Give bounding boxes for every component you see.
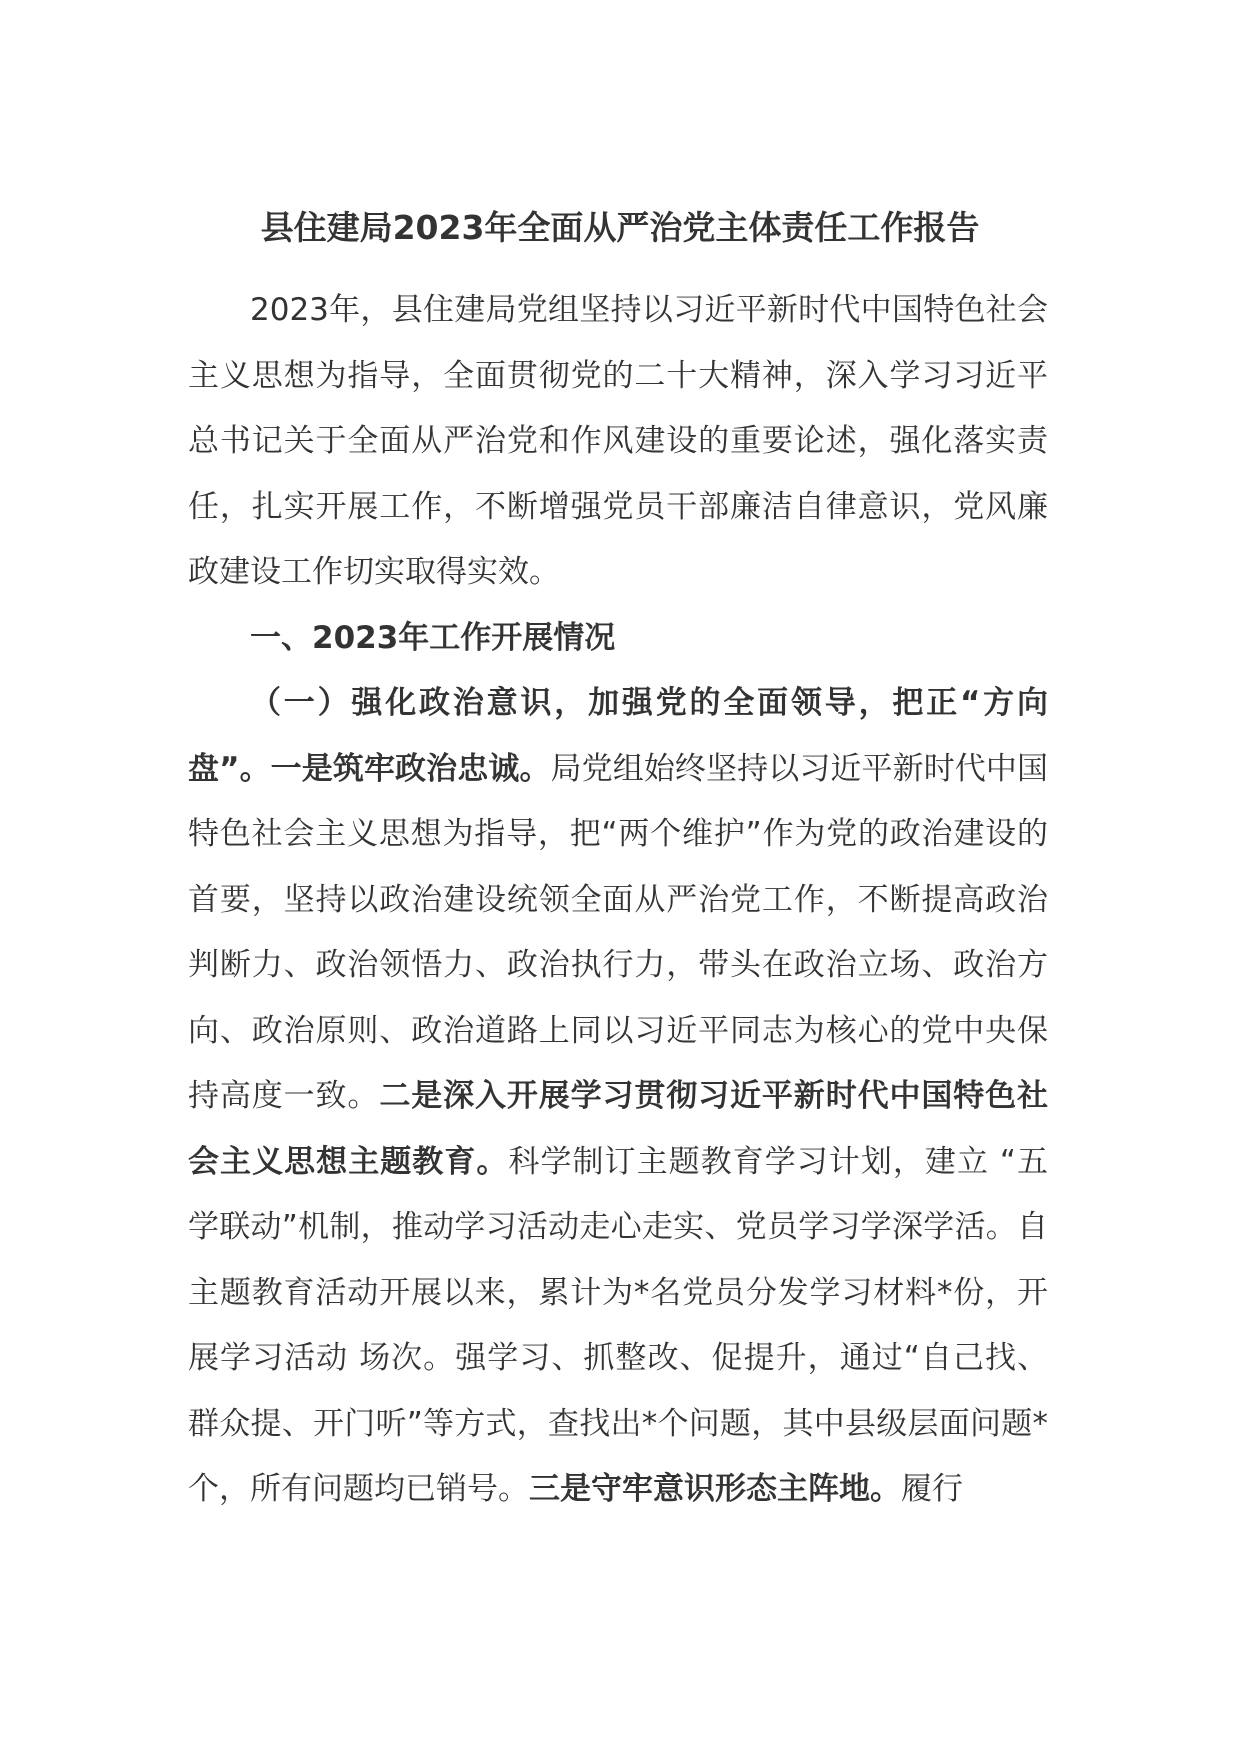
point-2-text: 科学制订主题教育学习计划，建立 “五学联动”机制，推动学习活动走心走实、党员学习学深学活。自主题教育活动开展以来，累计为*名党员分发学习材料*份，开展学习活动 场次。强学习、抓整改、促提升，通过“自己找、群众提、开门听”等方式，查找出*个问题，其中县级层面问题*个，所有问题均已销号。 bbox=[188, 1143, 1048, 1507]
point-3-text: 履行 bbox=[901, 1471, 963, 1507]
document-body bbox=[188, 278, 1048, 1523]
subsection-paragraph bbox=[188, 671, 1048, 1523]
point-3-label: 三是守牢意识形态主阵地。 bbox=[529, 1471, 901, 1507]
point-2-label: 二是深入开展学习贯彻习近平新时代中国特色社会主义思想主题教育。 bbox=[188, 1078, 1049, 1180]
document-title: 县住建局2023年全面从严治党主体责任工作报告 bbox=[260, 208, 980, 247]
intro-paragraph: 2023年，县住建局党组坚持以习近平新时代中国特色社会主义思想为指导，全面贯彻党的二十大精神，深入学习习近平总书记关于全面从严治党和作风建设的重要论述，强化落实责任，扎实开展工作，不断增强党员干部廉洁自律意识，党风廉政建设工作切实取得实效。 bbox=[188, 292, 1048, 590]
point-1-label: 一是筑牢政治忠诚。 bbox=[270, 750, 551, 787]
subsection-heading: （一）强化政治意识，加强党的全面领导，把正“方向盘”。 bbox=[188, 685, 1048, 787]
section-heading: 一、2023年工作开展情况 bbox=[250, 619, 616, 656]
point-1-text: 局党组始终坚持以习近平新时代中国特色社会主义思想为指导，把“两个维护”作为党的政治建设的首要，坚持以政治建设统领全面从严治党工作，不断提高政治判断力、政治领悟力、政治执行力，带头在政治立场、政治方向、政治原则、政治道路上同以习近平同志为核心的党中央保持高度一致。 bbox=[188, 750, 1049, 1114]
